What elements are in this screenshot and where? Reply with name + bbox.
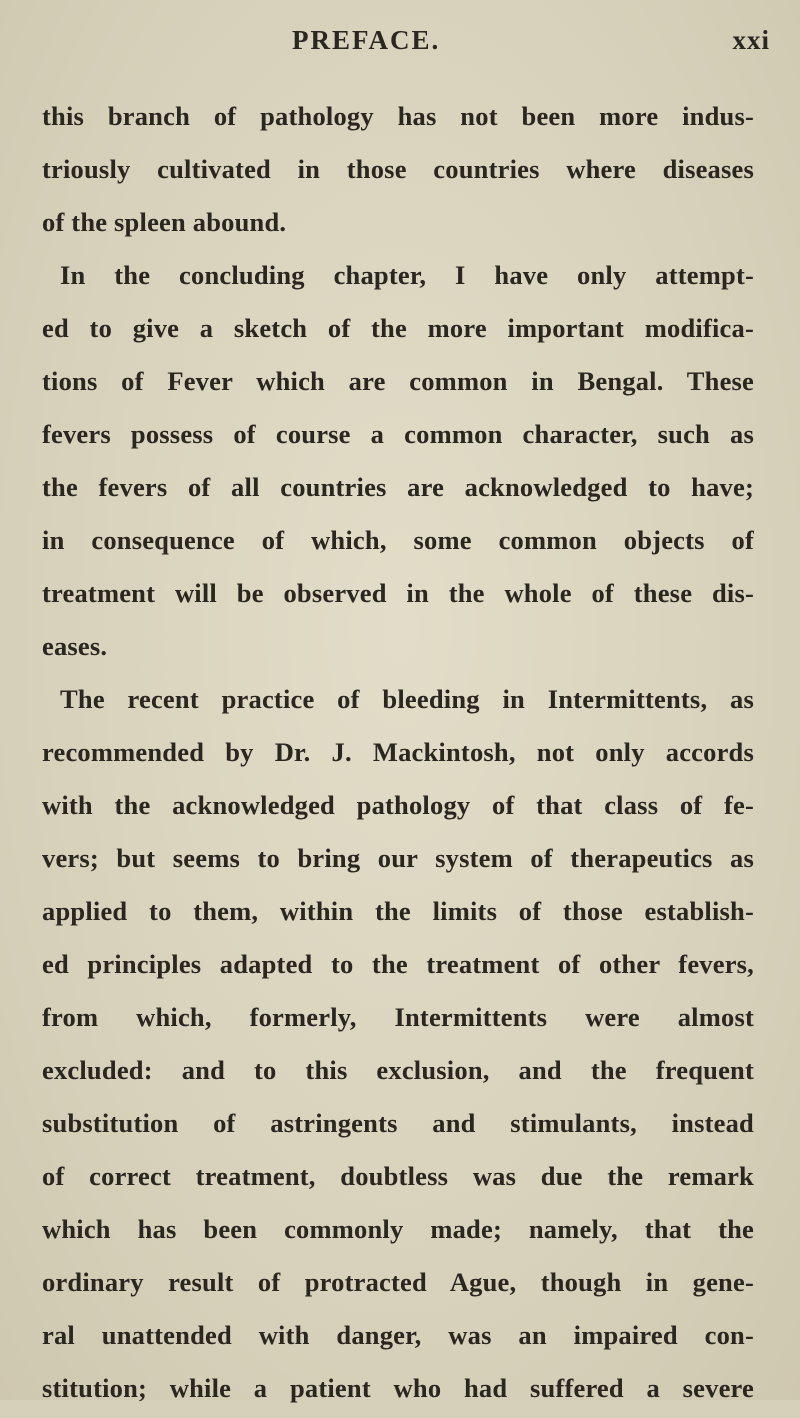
text-line: stitution; while a patient who had suffered a severe — [42, 1373, 754, 1403]
text-line: ral unattended with danger, was an impaired con- — [42, 1320, 754, 1350]
text-line: in consequence of which, some common objects of — [42, 525, 754, 555]
text-line: In the concluding chapter, I have only attempt- — [60, 260, 754, 290]
text-line: excluded: and to this exclusion, and the frequent — [42, 1055, 754, 1085]
text-line: The recent practice of bleeding in Intermittents, as — [60, 684, 754, 714]
text-line: fevers possess of course a common character, such as — [42, 419, 754, 449]
text-line: treatment will be observed in the whole of these dis- — [42, 578, 754, 608]
text-line: ed to give a sketch of the more important modifica- — [42, 313, 754, 343]
text-line: ordinary result of protracted Ague, though in gene- — [42, 1267, 754, 1297]
text-line: the fevers of all countries are acknowledged to have; — [42, 472, 754, 502]
text-line: substitution of astringents and stimulants, instead — [42, 1108, 754, 1138]
text-line: of correct treatment, doubtless was due the remark — [42, 1161, 754, 1191]
text-line: of the spleen abound. — [42, 207, 287, 237]
text-line: this branch of pathology has not been more indus- — [42, 101, 754, 131]
text-line: recommended by Dr. J. Mackintosh, not only accords — [42, 737, 754, 767]
running-head — [0, 20, 800, 60]
text-line: which has been commonly made; namely, that the — [42, 1214, 754, 1244]
text-line: vers; but seems to bring our system of therapeutics as — [42, 843, 754, 873]
page-title: PREFACE. — [292, 25, 441, 55]
text-line: eases. — [42, 631, 108, 661]
page-number: xxi — [732, 25, 770, 55]
text-line: from which, formerly, Intermittents were almost — [42, 1002, 754, 1032]
text-line: ed principles adapted to the treatment of other fevers, — [42, 949, 754, 979]
text-line: applied to them, within the limits of those establish- — [42, 896, 754, 926]
text-line: triously cultivated in those countries where diseases — [42, 154, 754, 184]
text-line: tions of Fever which are common in Bengal. These — [42, 366, 754, 396]
text-line: with the acknowledged pathology of that class of fe- — [42, 790, 754, 820]
